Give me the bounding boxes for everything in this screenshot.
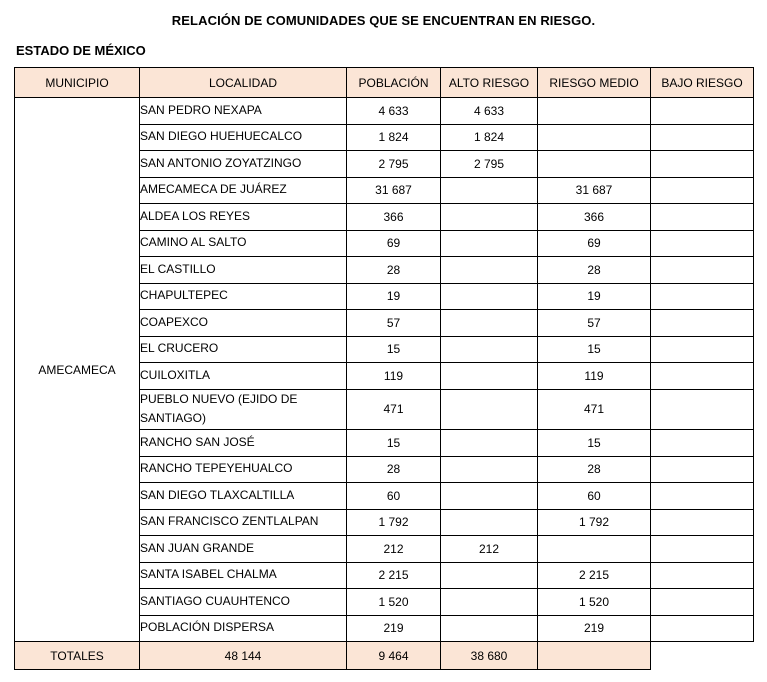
table-row bbox=[15, 98, 754, 125]
alto-riesgo-cell bbox=[441, 257, 538, 284]
locality-cell: SANTIAGO CUAUHTENCO bbox=[140, 589, 347, 616]
alto-riesgo-cell: 4 633 bbox=[441, 98, 538, 125]
locality-cell: PUEBLO NUEVO (EJIDO DE SANTIAGO) bbox=[140, 389, 347, 430]
population-cell: 2 215 bbox=[347, 562, 441, 589]
locality-cell: POBLACIÓN DISPERSA bbox=[140, 615, 347, 642]
table-body bbox=[15, 98, 754, 642]
population-cell: 28 bbox=[347, 257, 441, 284]
risk-communities-table bbox=[14, 67, 754, 670]
bajo-riesgo-cell bbox=[651, 257, 754, 284]
locality-cell: SAN FRANCISCO ZENTLALPAN bbox=[140, 509, 347, 536]
population-cell: 471 bbox=[347, 389, 441, 430]
locality-cell: SANTA ISABEL CHALMA bbox=[140, 562, 347, 589]
population-cell: 57 bbox=[347, 310, 441, 337]
totals-label-cell: TOTALES bbox=[15, 642, 140, 670]
population-cell: 15 bbox=[347, 336, 441, 363]
locality-cell: EL CRUCERO bbox=[140, 336, 347, 363]
riesgo-medio-cell: 1 792 bbox=[538, 509, 651, 536]
alto-riesgo-cell: 212 bbox=[441, 536, 538, 563]
population-cell: 69 bbox=[347, 230, 441, 257]
column-header-municipio: MUNICIPIO bbox=[15, 68, 140, 98]
alto-riesgo-cell bbox=[441, 483, 538, 510]
column-header-localidad: LOCALIDAD bbox=[140, 68, 347, 98]
riesgo-medio-cell bbox=[538, 151, 651, 178]
alto-riesgo-cell bbox=[441, 389, 538, 430]
bajo-riesgo-cell bbox=[651, 615, 754, 642]
header-row bbox=[15, 68, 754, 98]
riesgo-medio-cell: 28 bbox=[538, 456, 651, 483]
locality-cell: SAN PEDRO NEXAPA bbox=[140, 98, 347, 125]
riesgo-medio-cell bbox=[538, 536, 651, 563]
alto-riesgo-cell bbox=[441, 430, 538, 457]
column-header-poblacion: POBLACIÓN bbox=[347, 68, 441, 98]
bajo-riesgo-cell bbox=[651, 98, 754, 125]
bajo-riesgo-cell bbox=[651, 310, 754, 337]
bajo-riesgo-cell bbox=[651, 124, 754, 151]
totals-alto-riesgo-cell: 9 464 bbox=[347, 642, 441, 670]
column-header-riesgo-medio: RIESGO MEDIO bbox=[538, 68, 651, 98]
locality-cell: RANCHO SAN JOSÉ bbox=[140, 430, 347, 457]
alto-riesgo-cell: 1 824 bbox=[441, 124, 538, 151]
population-cell: 1 824 bbox=[347, 124, 441, 151]
bajo-riesgo-cell bbox=[651, 283, 754, 310]
locality-cell: SAN DIEGO TLAXCALTILLA bbox=[140, 483, 347, 510]
bajo-riesgo-cell bbox=[651, 430, 754, 457]
bajo-riesgo-cell bbox=[651, 562, 754, 589]
page-title: RELACIÓN DE COMUNIDADES QUE SE ENCUENTRAN EN RIESGO. bbox=[171, 13, 596, 28]
alto-riesgo-cell bbox=[441, 230, 538, 257]
population-cell: 19 bbox=[347, 283, 441, 310]
bajo-riesgo-cell bbox=[651, 536, 754, 563]
bajo-riesgo-cell bbox=[651, 336, 754, 363]
page-subtitle: ESTADO DE MÉXICO bbox=[16, 43, 146, 58]
riesgo-medio-cell: 57 bbox=[538, 310, 651, 337]
alto-riesgo-cell: 2 795 bbox=[441, 151, 538, 178]
population-cell: 119 bbox=[347, 363, 441, 390]
locality-cell: CUILOXITLA bbox=[140, 363, 347, 390]
locality-cell: COAPEXCO bbox=[140, 310, 347, 337]
population-cell: 28 bbox=[347, 456, 441, 483]
bajo-riesgo-cell bbox=[651, 151, 754, 178]
bajo-riesgo-cell bbox=[651, 589, 754, 616]
alto-riesgo-cell bbox=[441, 615, 538, 642]
alto-riesgo-cell bbox=[441, 177, 538, 204]
locality-cell: CHAPULTEPEC bbox=[140, 283, 347, 310]
riesgo-medio-cell: 60 bbox=[538, 483, 651, 510]
population-cell: 60 bbox=[347, 483, 441, 510]
riesgo-medio-cell: 28 bbox=[538, 257, 651, 284]
alto-riesgo-cell bbox=[441, 509, 538, 536]
bajo-riesgo-cell bbox=[651, 204, 754, 231]
population-cell: 212 bbox=[347, 536, 441, 563]
riesgo-medio-cell bbox=[538, 98, 651, 125]
locality-cell: AMECAMECA DE JUÁREZ bbox=[140, 177, 347, 204]
alto-riesgo-cell bbox=[441, 336, 538, 363]
alto-riesgo-cell bbox=[441, 562, 538, 589]
alto-riesgo-cell bbox=[441, 456, 538, 483]
locality-cell: SAN DIEGO HUEHUECALCO bbox=[140, 124, 347, 151]
population-cell: 31 687 bbox=[347, 177, 441, 204]
column-header-bajo-riesgo: BAJO RIESGO bbox=[651, 68, 754, 98]
riesgo-medio-cell: 366 bbox=[538, 204, 651, 231]
totals-poblacion-cell: 48 144 bbox=[140, 642, 347, 670]
riesgo-medio-cell: 471 bbox=[538, 389, 651, 430]
bajo-riesgo-cell bbox=[651, 230, 754, 257]
population-cell: 366 bbox=[347, 204, 441, 231]
totals-row bbox=[15, 642, 754, 670]
alto-riesgo-cell bbox=[441, 363, 538, 390]
bajo-riesgo-cell bbox=[651, 456, 754, 483]
bajo-riesgo-cell bbox=[651, 363, 754, 390]
population-cell: 1 520 bbox=[347, 589, 441, 616]
riesgo-medio-cell: 69 bbox=[538, 230, 651, 257]
riesgo-medio-cell: 19 bbox=[538, 283, 651, 310]
locality-cell: RANCHO TEPEYEHUALCO bbox=[140, 456, 347, 483]
totals-riesgo-medio-cell: 38 680 bbox=[441, 642, 538, 670]
bajo-riesgo-cell bbox=[651, 177, 754, 204]
riesgo-medio-cell: 15 bbox=[538, 336, 651, 363]
riesgo-medio-cell: 15 bbox=[538, 430, 651, 457]
riesgo-medio-cell: 219 bbox=[538, 615, 651, 642]
riesgo-medio-cell: 119 bbox=[538, 363, 651, 390]
riesgo-medio-cell: 1 520 bbox=[538, 589, 651, 616]
locality-cell: EL CASTILLO bbox=[140, 257, 347, 284]
totals-bajo-riesgo-cell bbox=[538, 642, 651, 670]
riesgo-medio-cell: 2 215 bbox=[538, 562, 651, 589]
population-cell: 219 bbox=[347, 615, 441, 642]
alto-riesgo-cell bbox=[441, 310, 538, 337]
population-cell: 15 bbox=[347, 430, 441, 457]
locality-cell: SAN JUAN GRANDE bbox=[140, 536, 347, 563]
population-cell: 4 633 bbox=[347, 98, 441, 125]
alto-riesgo-cell bbox=[441, 283, 538, 310]
column-header-alto-riesgo: ALTO RIESGO bbox=[441, 68, 538, 98]
riesgo-medio-cell: 31 687 bbox=[538, 177, 651, 204]
bajo-riesgo-cell bbox=[651, 509, 754, 536]
population-cell: 2 795 bbox=[347, 151, 441, 178]
locality-cell: ALDEA LOS REYES bbox=[140, 204, 347, 231]
locality-cell: SAN ANTONIO ZOYATZINGO bbox=[140, 151, 347, 178]
locality-cell: CAMINO AL SALTO bbox=[140, 230, 347, 257]
bajo-riesgo-cell bbox=[651, 483, 754, 510]
riesgo-medio-cell bbox=[538, 124, 651, 151]
population-cell: 1 792 bbox=[347, 509, 441, 536]
bajo-riesgo-cell bbox=[651, 389, 754, 430]
alto-riesgo-cell bbox=[441, 589, 538, 616]
alto-riesgo-cell bbox=[441, 204, 538, 231]
municipio-cell: AMECAMECA bbox=[15, 98, 140, 642]
